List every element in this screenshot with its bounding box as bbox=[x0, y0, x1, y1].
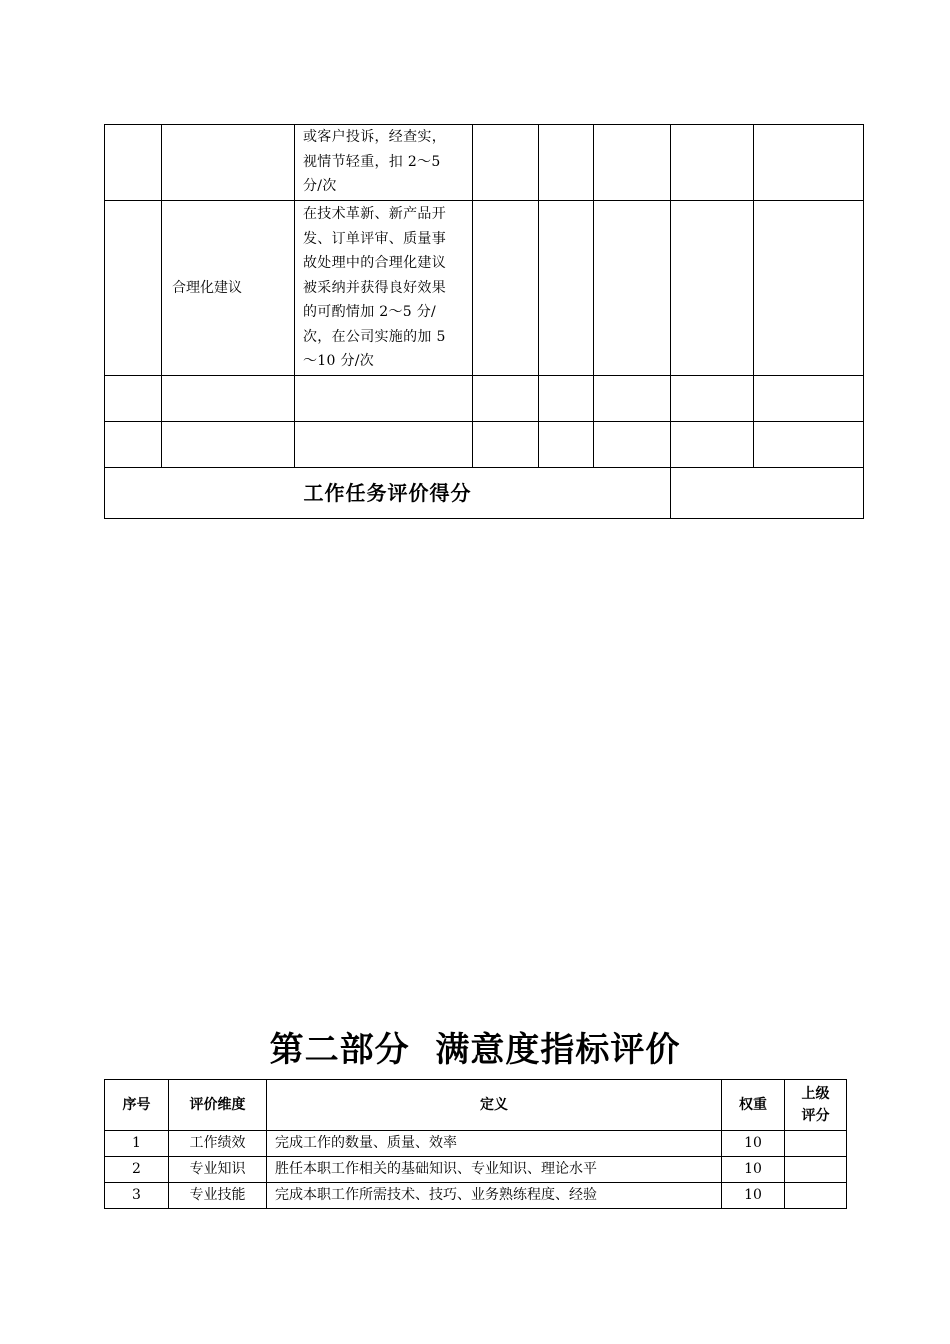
table-row bbox=[105, 125, 864, 201]
table-row bbox=[105, 376, 864, 422]
total-label: 工作任务评价得分 bbox=[105, 468, 671, 519]
blank-cell bbox=[594, 125, 671, 201]
header-seq: 序号 bbox=[105, 1080, 169, 1131]
table-row bbox=[105, 1157, 847, 1183]
blank-cell bbox=[594, 376, 671, 422]
item-cell: 合理化建议 bbox=[162, 201, 295, 376]
definition-line: 次，在公司实施的加 5 bbox=[303, 328, 446, 345]
definition-line: 故处理中的合理化建议 bbox=[303, 255, 446, 271]
dimension-cell: 专业技能 bbox=[169, 1183, 267, 1209]
item-cell bbox=[162, 125, 295, 201]
seq-cell bbox=[105, 201, 162, 376]
blank-cell bbox=[754, 125, 864, 201]
definition-cell: 完成工作的数量、质量、效率 bbox=[267, 1131, 722, 1157]
dimension-cell: 专业知识 bbox=[169, 1157, 267, 1183]
table-header-row bbox=[105, 1080, 847, 1131]
blank-cell bbox=[594, 422, 671, 468]
blank-cell bbox=[671, 376, 754, 422]
blank-cell bbox=[671, 125, 754, 201]
definition-line: 发、订单评审、质量事 bbox=[303, 230, 446, 247]
blank-cell bbox=[473, 376, 539, 422]
total-score-cell bbox=[671, 468, 864, 519]
score-cell bbox=[785, 1131, 847, 1157]
seq-cell: 3 bbox=[105, 1183, 169, 1209]
seq-cell bbox=[105, 125, 162, 201]
table-row bbox=[105, 422, 864, 468]
dimension-cell: 工作绩效 bbox=[169, 1131, 267, 1157]
definition-line: 分/次 bbox=[303, 178, 337, 194]
total-row bbox=[105, 468, 864, 519]
header-definition: 定义 bbox=[267, 1080, 722, 1131]
blank-cell bbox=[754, 422, 864, 468]
definition-cell bbox=[295, 422, 473, 468]
header-weight: 权重 bbox=[722, 1080, 785, 1131]
weight-cell: 10 bbox=[722, 1157, 785, 1183]
blank-cell bbox=[754, 376, 864, 422]
seq-cell bbox=[105, 376, 162, 422]
definition-cell bbox=[295, 201, 473, 376]
score-cell bbox=[785, 1157, 847, 1183]
header-dimension: 评价维度 bbox=[169, 1080, 267, 1131]
table-row bbox=[105, 1183, 847, 1209]
blank-cell bbox=[539, 201, 594, 376]
blank-cell bbox=[473, 422, 539, 468]
item-cell bbox=[162, 376, 295, 422]
header-score bbox=[785, 1080, 847, 1131]
definition-cell bbox=[295, 376, 473, 422]
seq-cell: 1 bbox=[105, 1131, 169, 1157]
blank-cell bbox=[539, 376, 594, 422]
score-cell bbox=[785, 1183, 847, 1209]
definition-cell bbox=[295, 125, 473, 201]
blank-cell bbox=[671, 201, 754, 376]
table-row bbox=[105, 1131, 847, 1157]
satisfaction-table bbox=[104, 1079, 847, 1209]
definition-line: 或客户投诉，经查实， bbox=[303, 129, 446, 145]
definition-line: 视情节轻重，扣 2～5 bbox=[303, 153, 441, 170]
definition-line: 在技术革新、新产品开 bbox=[303, 206, 446, 222]
blank-cell bbox=[539, 422, 594, 468]
blank-cell bbox=[539, 125, 594, 201]
item-cell bbox=[162, 422, 295, 468]
blank-cell bbox=[754, 201, 864, 376]
table-row bbox=[105, 201, 864, 376]
weight-cell: 10 bbox=[722, 1131, 785, 1157]
blank-cell bbox=[594, 201, 671, 376]
task-evaluation-table bbox=[104, 124, 864, 519]
definition-line: 被采纳并获得良好效果 bbox=[303, 279, 446, 296]
definition-cell: 胜任本职工作相关的基础知识、专业知识、理论水平 bbox=[267, 1157, 722, 1183]
page-title: 第二部分 满意度指标评价 bbox=[269, 1030, 681, 1070]
blank-cell bbox=[473, 125, 539, 201]
seq-cell: 2 bbox=[105, 1157, 169, 1183]
definition-cell: 完成本职工作所需技术、技巧、业务熟练程度、经验 bbox=[267, 1183, 722, 1209]
seq-cell bbox=[105, 422, 162, 468]
blank-cell bbox=[671, 422, 754, 468]
blank-cell bbox=[473, 201, 539, 376]
weight-cell: 10 bbox=[722, 1183, 785, 1209]
header-score-line: 上级 bbox=[801, 1086, 830, 1102]
header-score-line: 评分 bbox=[801, 1108, 830, 1124]
definition-line: 的可酌情加 2～5 分/ bbox=[303, 304, 437, 320]
definition-line: ～10 分/次 bbox=[303, 353, 375, 369]
